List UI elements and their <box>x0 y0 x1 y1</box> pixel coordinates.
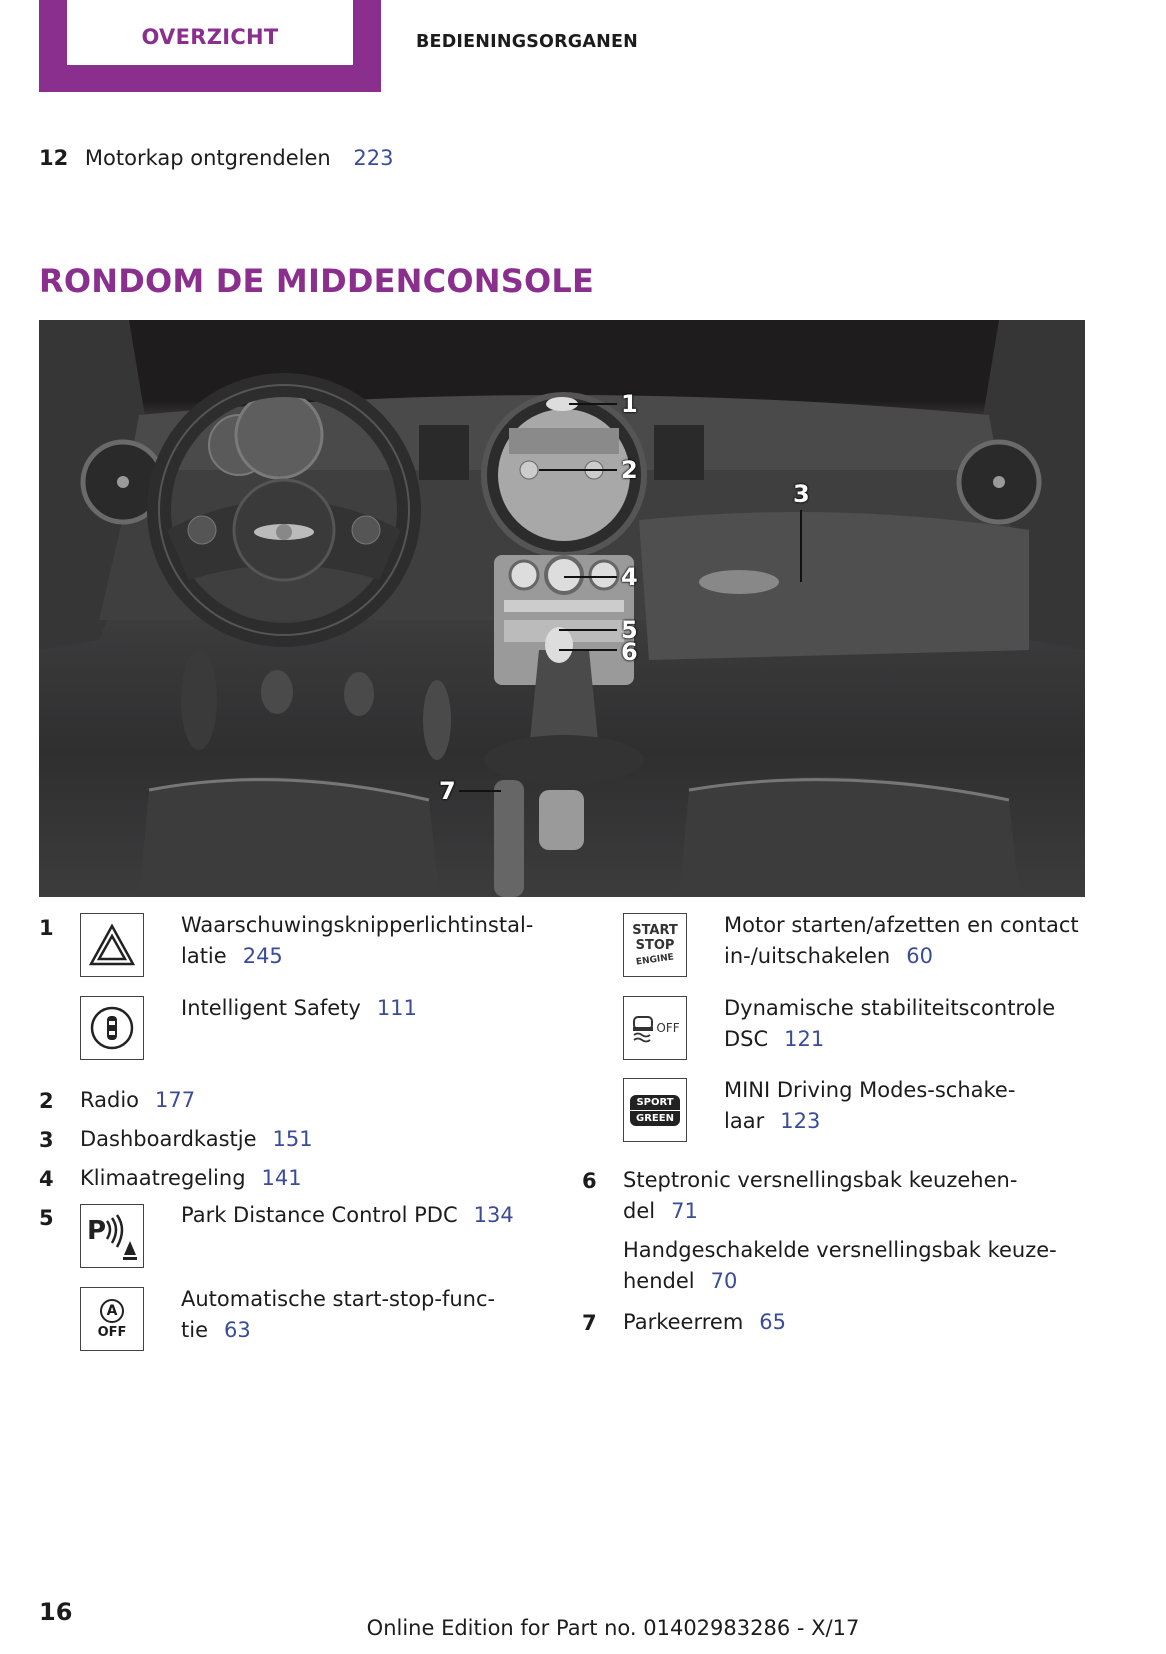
item-label: Klimaatregeling <box>80 1166 246 1190</box>
item-text-line: Waarschuwingsknipperlichtinstal- <box>181 913 534 937</box>
driving-modes-icon <box>623 1078 687 1142</box>
page-ref-link[interactable]: 111 <box>376 996 417 1020</box>
start-stop-engine-icon <box>623 913 687 977</box>
page-ref-link[interactable]: 60 <box>906 944 933 968</box>
item-number: 3 <box>39 1128 54 1152</box>
section-title: RONDOM DE MIDDENCONSOLE <box>39 262 595 300</box>
list-item-text <box>181 993 417 1024</box>
page-ref-link[interactable]: 65 <box>759 1310 787 1334</box>
callout-3: 3 <box>793 480 810 508</box>
intelligent-safety-icon <box>80 996 144 1060</box>
item-number: 4 <box>39 1167 54 1191</box>
list-item-radio <box>80 1085 195 1116</box>
list-item-text <box>181 1200 514 1231</box>
item-text-line: DSC <box>724 1027 769 1051</box>
item-number: 7 <box>582 1311 597 1335</box>
item-text-line: Handgeschakelde versnellingsbak keuze- <box>623 1238 1057 1262</box>
callout-5: 5 <box>621 616 638 644</box>
tab-overzicht[interactable] <box>39 0 381 92</box>
item-text-line: Motor starten/afzetten en contact <box>724 913 1079 937</box>
item-number: 6 <box>582 1169 597 1193</box>
list-item-dashboardkastje <box>80 1124 313 1155</box>
page-ref-link[interactable]: 177 <box>155 1088 196 1112</box>
item-text-line: Dynamische stabiliteitscontrole <box>724 996 1056 1020</box>
list-item-text <box>724 993 1055 1055</box>
item-text-line: laar <box>724 1109 765 1133</box>
item-text-line: Steptronic versnellingsbak keuzehen- <box>623 1168 1018 1192</box>
list-item-klimaatregeling <box>80 1163 302 1194</box>
item-text-line: del <box>623 1199 656 1223</box>
item-number: 1 <box>39 916 54 940</box>
page-ref-link[interactable]: 134 <box>473 1203 514 1227</box>
page-ref-link[interactable]: 123 <box>780 1109 821 1133</box>
page-ref-link[interactable]: 71 <box>671 1199 698 1223</box>
item-text-line: Park Distance Control PDC <box>181 1203 458 1227</box>
auto-start-stop-off-icon <box>80 1287 144 1351</box>
page-ref-link[interactable]: 121 <box>784 1027 825 1051</box>
callout-2: 2 <box>621 456 638 484</box>
off-glyph: OFF <box>97 1324 127 1340</box>
callout-7: 7 <box>439 777 456 805</box>
tab-bedieningsorganen[interactable]: BEDIENINGSORGANEN <box>416 32 638 52</box>
dashboard-illustration <box>39 320 1085 897</box>
item-number: 5 <box>39 1206 54 1230</box>
item-label: Dashboardkastje <box>80 1127 257 1151</box>
item-text-line: latie <box>181 944 227 968</box>
page-ref-link[interactable]: 141 <box>261 1166 302 1190</box>
list-item-text <box>181 1284 495 1346</box>
item-number: 2 <box>39 1089 54 1113</box>
icon-text-engine: ENGINE <box>635 951 675 968</box>
dashboard-photo <box>39 320 1085 897</box>
tab-overzicht-label: OVERZICHT <box>141 24 279 49</box>
callout-1: 1 <box>621 390 638 418</box>
item-number: 12 <box>39 146 69 170</box>
list-item-text <box>623 1235 1057 1297</box>
list-item-text <box>623 1165 1017 1227</box>
item-label: Radio <box>80 1088 140 1112</box>
list-item-12 <box>39 143 394 173</box>
page-ref-link[interactable]: 245 <box>242 944 283 968</box>
edition-footer: Online Edition for Part no. 01402983286 - X/17 <box>366 1616 860 1640</box>
park-distance-control-icon <box>80 1204 144 1268</box>
item-text-line: Automatische start-stop-func- <box>181 1287 496 1311</box>
item-text-line: tie <box>181 1318 208 1342</box>
item-text-line: hendel <box>623 1269 695 1293</box>
svg-text:P: P <box>87 1216 107 1246</box>
sport-glyph: SPORT <box>630 1095 680 1110</box>
page-ref-link[interactable]: 70 <box>710 1269 738 1293</box>
tab-overzicht-inner <box>67 0 353 65</box>
icon-text-start: START <box>632 922 678 938</box>
green-glyph: GREEN <box>630 1111 680 1126</box>
page-ref-link[interactable]: 151 <box>272 1127 313 1151</box>
auto-a-glyph: A <box>100 1299 124 1323</box>
hazard-warning-icon <box>80 913 144 977</box>
dsc-off-icon <box>623 996 687 1060</box>
callout-4: 4 <box>621 563 638 591</box>
item-label: Parkeerrem <box>623 1310 744 1334</box>
list-item-text <box>724 910 1079 972</box>
list-item-text <box>181 910 533 972</box>
page-ref-link[interactable]: 223 <box>353 146 394 170</box>
list-item-text <box>724 1075 1015 1137</box>
item-label: Motorkap ontgrendelen <box>84 146 331 170</box>
item-text-line: Intelligent Safety <box>181 996 361 1020</box>
list-item-parkeerrem <box>623 1307 786 1338</box>
item-text-line: MINI Driving Modes-schake- <box>724 1078 1016 1102</box>
icon-text-stop: STOP <box>635 937 675 953</box>
page-ref-link[interactable]: 63 <box>224 1318 251 1342</box>
item-text-line: in-/uitschakelen <box>724 944 891 968</box>
page-number: 16 <box>39 1598 73 1626</box>
callout-6: 6 <box>621 638 638 666</box>
off-glyph: OFF <box>656 1021 680 1035</box>
